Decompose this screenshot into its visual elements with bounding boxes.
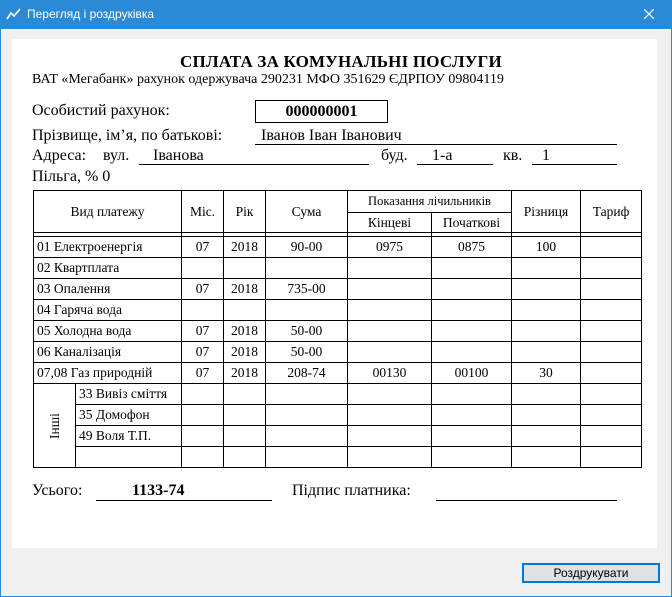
name-underline [255,144,617,145]
table-row [34,279,642,300]
table-row [34,237,642,258]
service-cell: 01 Електроенергія [34,237,182,258]
current-reading-cell [348,321,432,342]
header-current: Кінцеві [348,213,432,233]
other-service-cell: 33 Вивіз сміття [76,384,182,405]
current-reading-cell: 0975 [348,237,432,258]
empty-cell [512,384,581,405]
table-row [34,363,642,384]
street-value: Іванова [153,147,204,164]
year-cell: 2018 [224,342,266,363]
other-group-cell [34,384,76,468]
service-cell: 02 Квартплата [34,258,182,279]
empty-cell [432,447,512,468]
tariff-cell [581,363,642,384]
empty-cell [581,405,642,426]
building-label: буд. [381,147,408,164]
previous-reading-cell [432,300,512,321]
other-row [34,384,642,405]
title-bar [0,0,672,29]
amount-cell: 90-00 [266,237,348,258]
total-value: 1133-74 [132,482,185,499]
benefit-label: Пільга, % 0 [32,168,111,185]
table-row [34,258,642,279]
other-service-cell: 49 Воля Т.П. [76,426,182,447]
empty-cell [182,405,224,426]
previous-reading-cell: 00100 [432,363,512,384]
app-chart-icon [6,7,22,21]
table-header-row [34,191,642,213]
empty-cell [348,405,432,426]
signature-underline [436,500,617,501]
month-cell [182,300,224,321]
empty-cell [581,426,642,447]
current-reading-cell: 00130 [348,363,432,384]
close-icon [644,9,654,19]
service-cell: 06 Каналізація [34,342,182,363]
header-amount: Сума [266,191,348,233]
month-cell: 07 [182,363,224,384]
window-title: Перегляд і роздруківка [27,7,155,21]
difference-cell [512,279,581,300]
tariff-cell [581,321,642,342]
empty-cell [182,447,224,468]
table-row [34,300,642,321]
table-row [34,342,642,363]
header-meters: Показання лічильників [348,191,512,213]
building-underline [417,164,493,165]
tariff-cell [581,279,642,300]
amount-cell: 50-00 [266,342,348,363]
other-service-cell: 35 Домофон [76,405,182,426]
apartment-underline [532,164,617,165]
name-value: Іванов Іван Іванович [261,127,402,144]
month-cell: 07 [182,342,224,363]
previous-reading-cell [432,342,512,363]
empty-cell [224,447,266,468]
difference-cell [512,258,581,279]
street-label: вул. [103,147,130,164]
empty-cell [348,384,432,405]
empty-cell [512,447,581,468]
account-label: Особистий рахунок: [32,102,170,119]
month-cell [182,258,224,279]
empty-cell [182,384,224,405]
receipt-preview [12,39,657,548]
empty-cell [432,426,512,447]
header-year: Рік [224,191,266,233]
service-cell: 05 Холодна вода [34,321,182,342]
difference-cell [512,300,581,321]
year-cell: 2018 [224,237,266,258]
difference-cell: 100 [512,237,581,258]
name-label: Прізвище, ім’я, по батькові: [32,127,223,144]
table-row [34,321,642,342]
document-title: СПЛАТА ЗА КОМУНАЛЬНІ ПОСЛУГИ [180,52,502,71]
tariff-cell [581,258,642,279]
current-reading-cell [348,258,432,279]
empty-cell [224,405,266,426]
apartment-value: 1 [542,147,550,164]
signature-label: Підпис платника: [292,482,411,499]
bank-details: ВАТ «Мегабанк» рахунок одержувача 290231 МФО 351629 ЄДРПОУ 09804119 [32,72,504,87]
previous-reading-cell: 0875 [432,237,512,258]
header-month: Міс. [182,191,224,233]
empty-cell [224,384,266,405]
empty-cell [348,447,432,468]
current-reading-cell [348,279,432,300]
amount-cell: 50-00 [266,321,348,342]
tariff-cell [581,342,642,363]
header-service: Вид платежу [34,191,182,233]
previous-reading-cell [432,321,512,342]
apartment-label: кв. [503,147,523,164]
total-underline [96,500,272,501]
difference-cell [512,342,581,363]
address-label: Адреса: [32,147,87,164]
current-reading-cell [348,342,432,363]
empty-cell [432,384,512,405]
empty-cell [224,426,266,447]
year-cell: 2018 [224,321,266,342]
other-row [34,426,642,447]
year-cell: 2018 [224,279,266,300]
tariff-cell [581,237,642,258]
close-button[interactable] [626,0,672,29]
amount-cell: 208-74 [266,363,348,384]
year-cell [224,300,266,321]
amount-cell [266,300,348,321]
current-reading-cell [348,300,432,321]
window-client [1,29,671,596]
month-cell: 07 [182,279,224,300]
empty-cell [266,405,348,426]
street-underline [139,164,369,165]
year-cell: 2018 [224,363,266,384]
amount-cell: 735-00 [266,279,348,300]
other-group-label: Інші [46,412,62,439]
empty-cell [266,447,348,468]
month-cell: 07 [182,237,224,258]
empty-cell [512,405,581,426]
empty-cell [266,426,348,447]
other-service-cell [76,447,182,468]
amount-cell [266,258,348,279]
year-cell [224,258,266,279]
other-row [34,405,642,426]
print-button[interactable]: Роздрукувати [522,563,660,583]
service-cell: 07,08 Газ природній [34,363,182,384]
empty-cell [581,384,642,405]
account-number: 000000001 [255,100,388,123]
empty-cell [581,447,642,468]
payments-table [33,190,642,468]
empty-cell [512,426,581,447]
service-cell: 04 Гаряча вода [34,300,182,321]
empty-cell [348,426,432,447]
header-previous: Початкові [432,213,512,233]
building-value: 1-а [432,147,453,164]
previous-reading-cell [432,258,512,279]
header-tariff: Тариф [581,191,642,233]
difference-cell: 30 [512,363,581,384]
empty-cell [182,426,224,447]
month-cell: 07 [182,321,224,342]
header-difference: Різниця [512,191,581,233]
service-cell: 03 Опалення [34,279,182,300]
total-label: Усього: [32,482,83,499]
other-row [34,447,642,468]
difference-cell [512,321,581,342]
empty-cell [432,405,512,426]
empty-cell [266,384,348,405]
tariff-cell [581,300,642,321]
previous-reading-cell [432,279,512,300]
